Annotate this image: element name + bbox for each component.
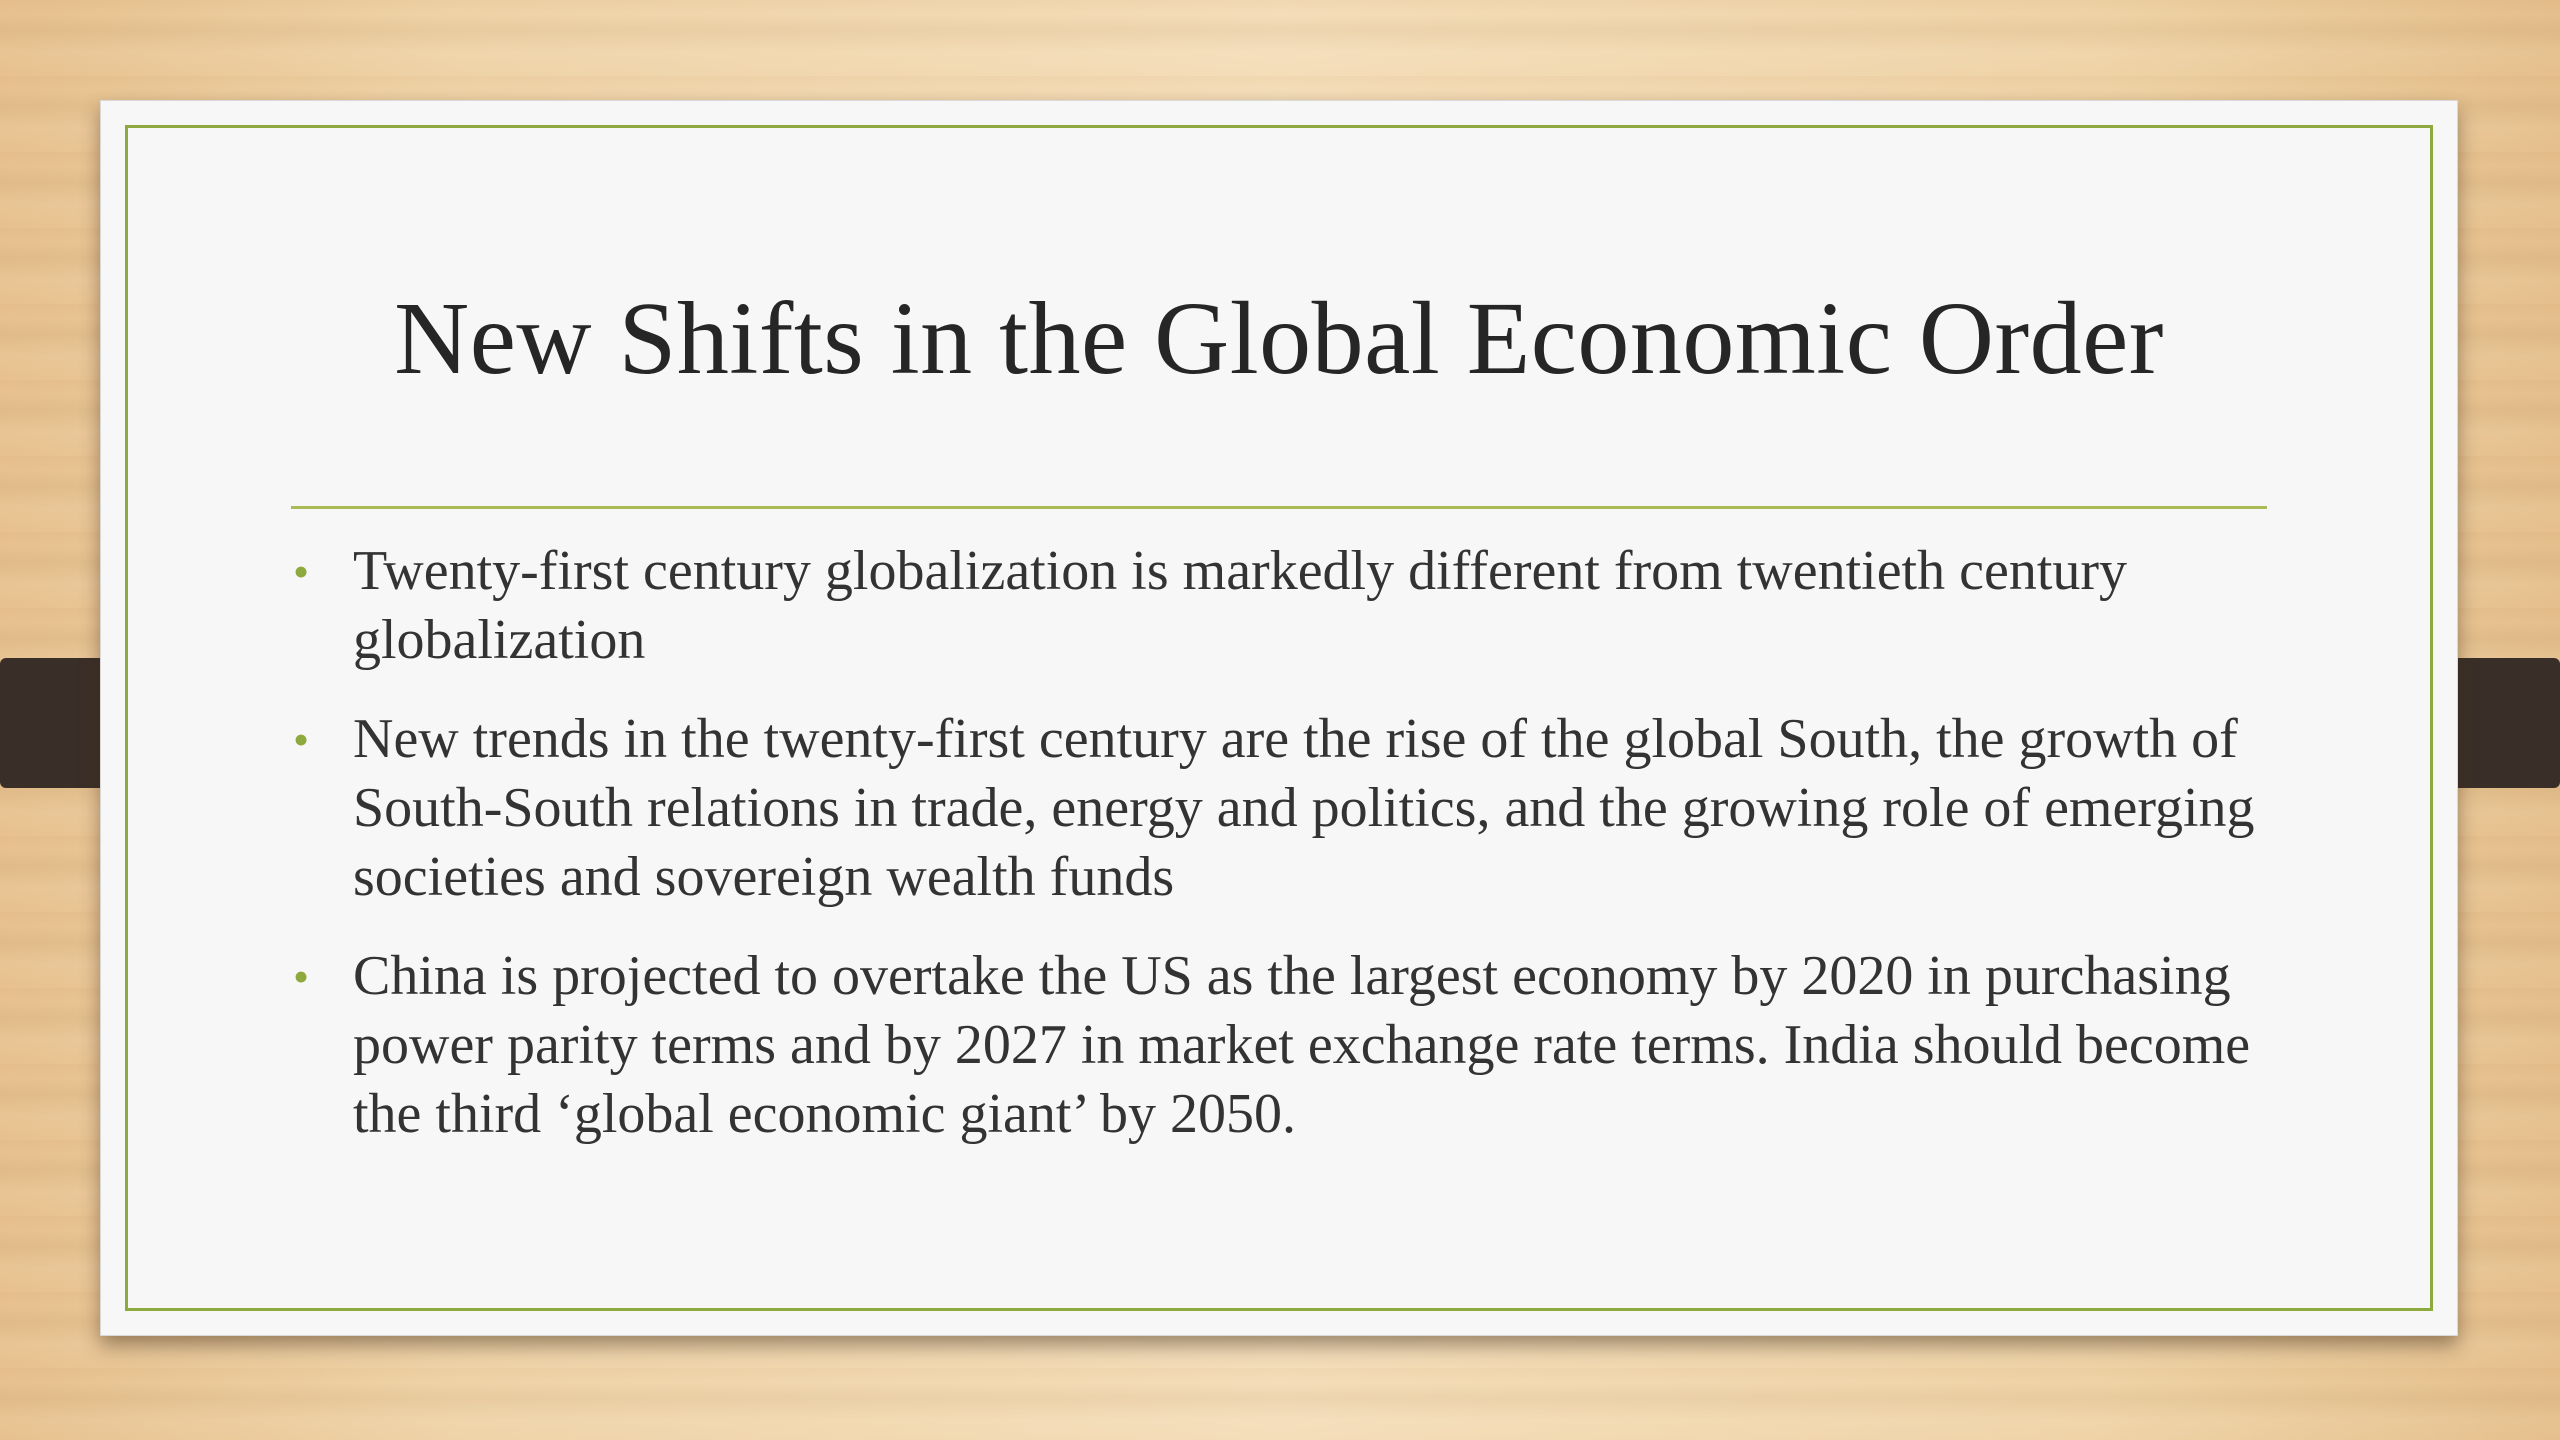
bullet-list <box>291 537 2281 1179</box>
bullet-dot-icon: • <box>293 546 310 597</box>
bullet-item <box>291 942 2281 1149</box>
bullet-text: China is projected to overtake the US as the largest economy by 2020 in purchasing power parity terms and by 2027 in market exchange rate terms. India should become the third ‘global economic giant’ by 2050. <box>353 945 2251 1145</box>
title-divider <box>291 506 2267 509</box>
bullet-text: New trends in the twenty-first century are the rise of the global South, the growth of South-South relations in trade, energy and politics, and the growing role of emerging societies and sovereign wealth funds <box>353 708 2255 908</box>
slide <box>100 100 2458 1336</box>
bullet-item <box>291 537 2281 675</box>
bullet-item <box>291 705 2281 912</box>
bullet-dot-icon: • <box>293 951 310 1002</box>
bullet-dot-icon: • <box>293 714 310 765</box>
bullet-text: Twenty-first century globalization is markedly different from twentieth century globalization <box>353 540 2128 671</box>
slide-title: New Shifts in the Global Economic Order <box>394 281 2164 396</box>
